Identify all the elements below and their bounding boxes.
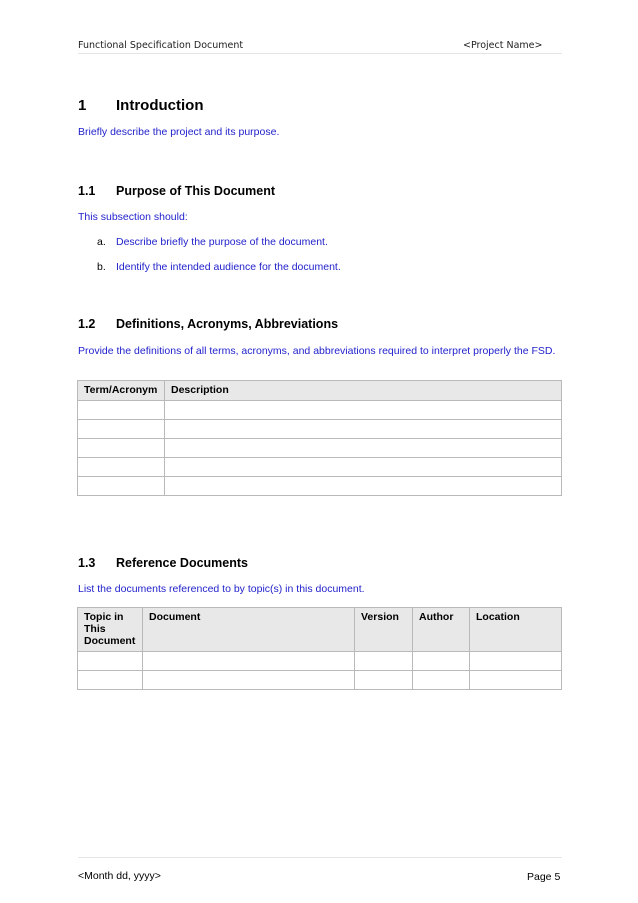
table-cell[interactable] — [355, 652, 413, 671]
table-cell[interactable] — [470, 652, 562, 671]
section-1-title: Introduction — [116, 97, 204, 114]
column-header-version: Version — [355, 608, 413, 652]
table-row — [78, 477, 562, 496]
table-cell[interactable] — [165, 458, 562, 477]
table-row — [78, 458, 562, 477]
section-1-2-heading — [78, 317, 338, 331]
table-cell[interactable] — [355, 671, 413, 690]
section-1-text: Briefly describe the project and its purpose. — [78, 126, 280, 138]
table-row — [78, 420, 562, 439]
table-cell[interactable] — [470, 671, 562, 690]
header-divider — [78, 53, 562, 54]
section-1-2-text: Provide the definitions of all terms, acronyms, and abbreviations required to interpret properly the FSD. — [78, 345, 556, 357]
column-header-topic: Topic in This Document — [78, 608, 143, 652]
section-1-heading — [78, 97, 203, 114]
list-item-a — [97, 236, 328, 248]
section-1-3-text: List the documents referenced to by topic(s) in this document. — [78, 583, 365, 595]
section-1-1-heading — [78, 184, 275, 198]
section-1-number: 1 — [78, 97, 87, 114]
definitions-table — [77, 380, 562, 496]
section-1-1-text: This subsection should: — [78, 211, 188, 223]
section-1-2-number: 1.2 — [78, 317, 96, 331]
table-cell[interactable] — [78, 401, 165, 420]
table-cell[interactable] — [143, 671, 355, 690]
table-cell[interactable] — [413, 671, 470, 690]
list-marker: b. — [97, 261, 106, 273]
list-item-text: Identify the intended audience for the document. — [116, 261, 341, 273]
list-item-text: Describe briefly the purpose of the document. — [116, 236, 328, 248]
column-header-term: Term/Acronym — [78, 381, 165, 401]
section-1-3-title: Reference Documents — [116, 556, 248, 570]
table-row — [78, 652, 562, 671]
list-marker: a. — [97, 236, 106, 248]
column-header-location: Location — [470, 608, 562, 652]
footer-divider — [78, 857, 562, 858]
section-1-1-title: Purpose of This Document — [116, 184, 276, 198]
column-header-author: Author — [413, 608, 470, 652]
table-row — [78, 671, 562, 690]
table-cell[interactable] — [78, 671, 143, 690]
table-cell[interactable] — [165, 401, 562, 420]
table-header-row — [78, 381, 562, 401]
table-cell[interactable] — [143, 652, 355, 671]
section-1-3-number: 1.3 — [78, 556, 96, 570]
table-cell[interactable] — [165, 477, 562, 496]
reference-documents-table — [77, 607, 562, 690]
table-row — [78, 439, 562, 458]
table-header-row — [78, 608, 562, 652]
table-cell[interactable] — [165, 420, 562, 439]
table-cell[interactable] — [78, 652, 143, 671]
table-cell[interactable] — [78, 477, 165, 496]
header-document-title: Functional Specification Document — [78, 40, 244, 51]
table-cell[interactable] — [78, 439, 165, 458]
table-cell[interactable] — [78, 458, 165, 477]
footer-date: <Month dd, yyyy> — [78, 870, 161, 882]
column-header-document: Document — [143, 608, 355, 652]
section-1-3-heading — [78, 556, 248, 570]
table-cell[interactable] — [78, 420, 165, 439]
footer-page-number: Page 5 — [527, 871, 561, 883]
table-cell[interactable] — [165, 439, 562, 458]
table-row — [78, 401, 562, 420]
header-project-name: <Project Name> — [463, 40, 543, 51]
section-1-1-number: 1.1 — [78, 184, 96, 198]
list-item-b — [97, 261, 341, 273]
section-1-2-title: Definitions, Acronyms, Abbreviations — [116, 317, 339, 331]
column-header-description: Description — [165, 381, 562, 401]
table-cell[interactable] — [413, 652, 470, 671]
